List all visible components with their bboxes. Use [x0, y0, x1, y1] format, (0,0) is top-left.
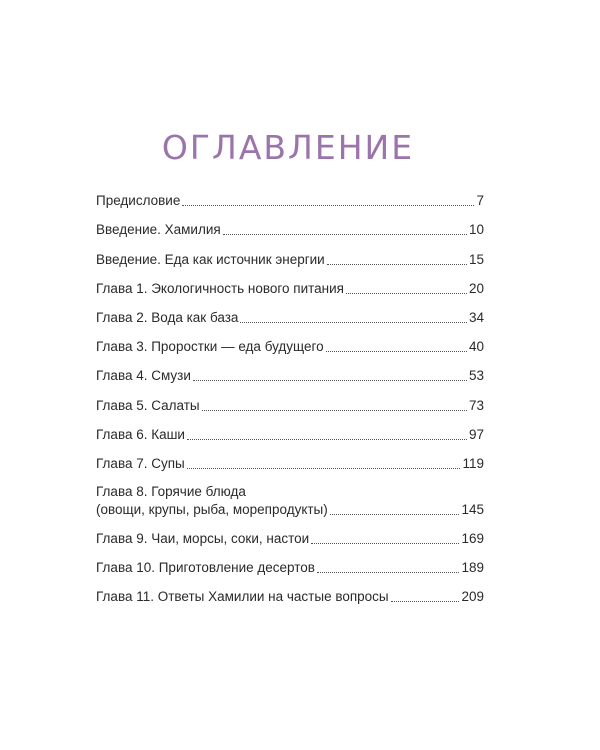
- toc-entry-page: 119: [462, 455, 484, 471]
- dot-leader: [187, 468, 461, 469]
- dot-leader: [346, 293, 467, 294]
- toc-entry-title: Глава 3. Проростки — еда будущего: [96, 339, 324, 355]
- toc-entry-title: Глава 9. Чаи, морсы, соки, настои: [96, 531, 310, 547]
- toc-entry-row: [96, 501, 484, 519]
- toc-entry-page: 73: [468, 397, 484, 413]
- toc-entry-title-line1: Глава 8. Горячие блюда: [96, 483, 246, 499]
- toc-entry-chapter-11[interactable]: [96, 581, 484, 610]
- dot-leader: [223, 234, 467, 235]
- toc-entry-title: Глава 10. Приготовление десертов: [96, 560, 315, 576]
- toc-entry-page: 15: [468, 251, 484, 267]
- toc-entry-chapter-9[interactable]: [96, 523, 484, 552]
- table-of-contents: [96, 185, 484, 610]
- toc-entry-title: (овощи, крупы, рыба, морепродукты): [96, 501, 328, 517]
- toc-entry-title: Глава 5. Салаты: [96, 397, 200, 413]
- toc-entry-title: Глава 4. Смузи: [96, 368, 191, 384]
- toc-entry-intro-hamilia[interactable]: [96, 214, 484, 243]
- dot-leader: [330, 514, 460, 515]
- toc-entry-page: 145: [461, 501, 484, 517]
- toc-entry-chapter-4[interactable]: [96, 360, 484, 389]
- toc-entry-page: 209: [461, 589, 484, 605]
- toc-entry-page: 189: [461, 560, 484, 576]
- toc-entry-preface[interactable]: [96, 185, 484, 214]
- dot-leader: [391, 601, 460, 602]
- toc-entry-page: 20: [468, 280, 484, 296]
- dot-leader: [317, 572, 460, 573]
- dot-leader: [182, 205, 474, 206]
- toc-entry-chapter-5[interactable]: [96, 389, 484, 418]
- toc-entry-title: Введение. Хамилия: [96, 222, 221, 238]
- toc-entry-chapter-7[interactable]: [96, 448, 484, 477]
- toc-entry-page: 53: [468, 368, 484, 384]
- page-title: ОГЛАВЛЕНИЕ: [161, 128, 415, 167]
- toc-entry-title: Глава 11. Ответы Хамилии на частые вопросы: [96, 589, 389, 605]
- dot-leader: [240, 322, 467, 323]
- toc-entry-chapter-8[interactable]: [96, 477, 484, 523]
- toc-entry-chapter-10[interactable]: [96, 552, 484, 581]
- toc-entry-intro-energy[interactable]: [96, 243, 484, 272]
- toc-entry-title: Глава 1. Экологичность нового питания: [96, 280, 344, 296]
- toc-entry-page: 40: [468, 339, 484, 355]
- toc-entry-chapter-2[interactable]: [96, 302, 484, 331]
- toc-entry-page: 10: [468, 222, 484, 238]
- toc-entry-chapter-1[interactable]: [96, 273, 484, 302]
- toc-entry-page: 34: [468, 309, 484, 325]
- toc-entry-page: 7: [476, 193, 484, 209]
- toc-entry-title: Введение. Еда как источник энергии: [96, 251, 325, 267]
- dot-leader: [187, 439, 467, 440]
- toc-entry-title: Глава 6. Каши: [96, 426, 185, 442]
- toc-entry-title: Глава 7. Супы: [96, 455, 185, 471]
- dot-leader: [326, 351, 467, 352]
- toc-entry-title: Глава 2. Вода как база: [96, 309, 239, 325]
- toc-entry-page: 97: [468, 426, 484, 442]
- toc-entry-page: 169: [461, 531, 484, 547]
- toc-entry-chapter-3[interactable]: [96, 331, 484, 360]
- dot-leader: [193, 380, 467, 381]
- dot-leader: [327, 264, 467, 265]
- dot-leader: [202, 410, 467, 411]
- dot-leader: [311, 543, 459, 544]
- toc-entry-title: Предисловие: [96, 193, 181, 209]
- toc-entry-chapter-6[interactable]: [96, 419, 484, 448]
